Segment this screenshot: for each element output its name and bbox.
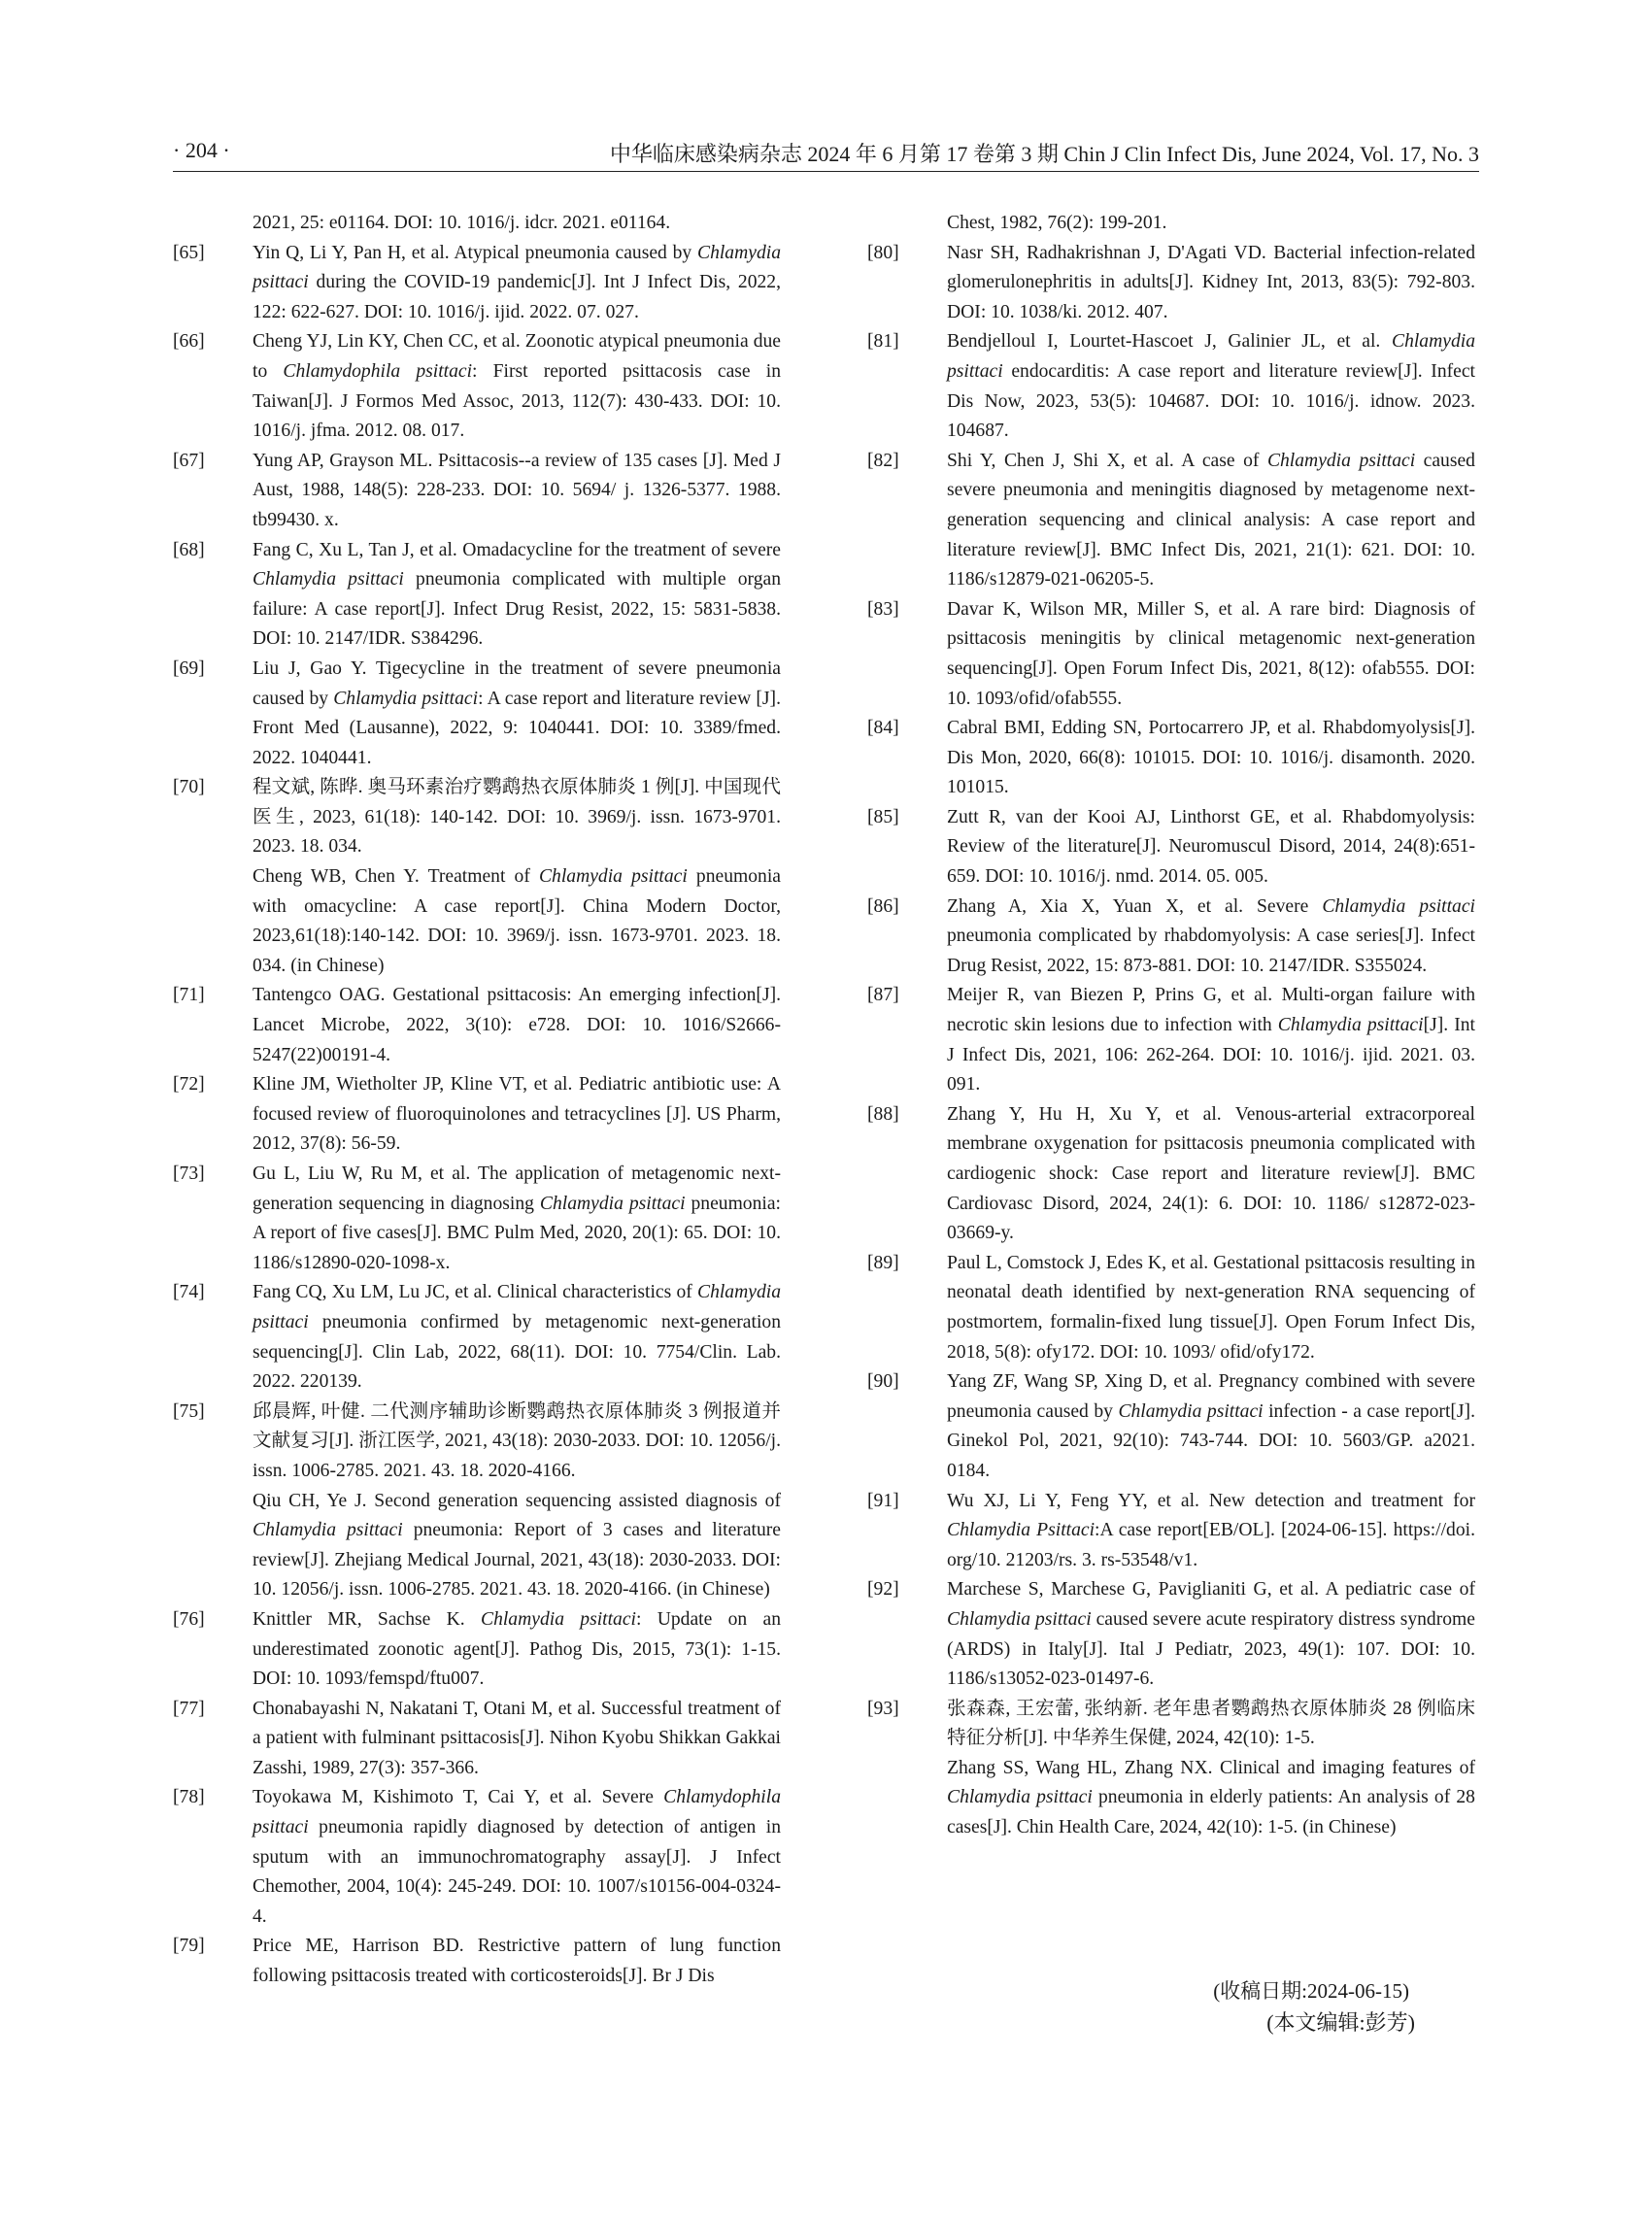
journal-citation: 中华临床感染病杂志 2024 年 6 月第 17 卷第 3 期 Chin J Clin Infect Dis, June 2024, Vol. 17, No. 3 [609, 142, 1479, 166]
reference-text: Yin Q, Li Y, Pan H, et al. Atypical pneumonia caused by Chlamydia psittaci during the COVID-19 pandemic[J]. Int J Infect Dis, 2022, 122: 622-627. DOI: 10. 1016/j. ijid. 2022. 07. 027. [253, 242, 781, 322]
reference-item [867, 1249, 1475, 1367]
reference-number: [68] [173, 539, 205, 560]
reference-text: Bendjelloul I, Lourtet-Hascoet J, Galinier JL, et al. Chlamydia psittaci endocarditis: A case report and literature review[J]. Infect Dis Now, 2023, 53(5): 104687. DOI: 10. 1016/j. idnow. 2023. 104687. [947, 331, 1475, 442]
reference-text: Cabral BMI, Edding SN, Portocarrero JP, et al. Rhabdomyolysis[J]. Dis Mon, 2020, 66(8): 101015. DOI: 10. 1016/j. disamonth. 2020. 101015. [947, 718, 1475, 798]
reference-item [173, 536, 781, 655]
reference-item [867, 803, 1475, 893]
reference-item [867, 981, 1475, 1099]
reference-text: Fang CQ, Xu LM, Lu JC, et al. Clinical characteristics of Chlamydia psittaci pneumonia confirmed by metagenomic next-generation sequencing[J]. Clin Lab, 2022, 68(11). DOI: 10. 7754/Clin. Lab. 2022. 220139. [253, 1282, 781, 1393]
reference-item [173, 773, 781, 862]
editor-note: (本文编辑:彭芳) [1266, 2010, 1415, 2035]
reference-text: Wu XJ, Li Y, Feng YY, et al. New detection and treatment for Chlamydia Psittaci:A case report[EB/OL]. [2024-06-15]. https://doi. org/10. 21203/rs. 3. rs-53548/v1. [947, 1490, 1475, 1570]
reference-text: Paul L, Comstock J, Edes K, et al. Gestational psittacosis resulting in neonatal death identified by next-generation RNA sequencing of postmortem, formalin-fixed lung tissue[J]. Open Forum Infect Dis, 2018, 5(8): ofy172. DOI: 10. 1093/ ofid/ofy172. [947, 1252, 1475, 1363]
reference-number: [88] [867, 1103, 899, 1125]
reference-item [173, 1783, 781, 1932]
reference-number: [85] [867, 806, 899, 827]
reference-number: [84] [867, 718, 899, 739]
reference-item [173, 1070, 781, 1160]
reference-item [173, 655, 781, 773]
reference-text: Meijer R, van Biezen P, Prins G, et al. Multi-organ failure with necrotic skin lesions due to infection with Chlamydia psittaci[J]. Int J Infect Dis, 2021, 106: 262-264. DOI: 10. 1016/j. ijid. 2021. 03. 091. [947, 985, 1475, 1096]
reference-text: Zhang A, Xia X, Yuan X, et al. Severe Chlamydia psittaci pneumonia complicated by rhabdomyolysis: A case series[J]. Infect Drug Resist, 2022, 15: 873-881. DOI: 10. 2147/IDR. S355024. [947, 895, 1475, 976]
reference-number: [77] [173, 1698, 205, 1719]
reference-item [173, 1160, 781, 1278]
reference-number: [75] [173, 1400, 205, 1422]
reference-number: [86] [867, 895, 899, 917]
reference-item [173, 981, 781, 1070]
reference-number: [91] [867, 1490, 899, 1511]
reference-item [173, 239, 781, 328]
reference-continuation: 2021, 25: e01164. DOI: 10. 1016/j. idcr. 2021. e01164. [253, 213, 671, 233]
reference-text: Nasr SH, Radhakrishnan J, D'Agati VD. Bacterial infection-related glomerulonephritis in adults[J]. Kidney Int, 2013, 83(5): 792-803. DOI: 10. 1038/ki. 2012. 407. [947, 242, 1475, 322]
reference-item [867, 1100, 1475, 1249]
reference-number: [87] [867, 985, 899, 1006]
reference-item [867, 239, 1475, 328]
reference-translation: Cheng WB, Chen Y. Treatment of Chlamydia psittaci pneumonia with omacycline: A case report[J]. China Modern Doctor, 2023,61(18):140-142. DOI: 10. 3969/j. issn. 1673-9701. 2023. 18. 034. (in Chinese) [253, 866, 781, 976]
reference-item [173, 1605, 781, 1695]
reference-text: 张森森, 王宏蕾, 张纳新. 老年患者鹦鹉热衣原体肺炎 28 例临床特征分析[J]. 中华养生保健, 2024, 42(10): 1-5. [947, 1698, 1475, 1749]
reference-number: [79] [173, 1936, 205, 1957]
reference-number: [65] [173, 242, 205, 263]
reference-item [867, 714, 1475, 803]
reference-translation: Zhang SS, Wang HL, Zhang NX. Clinical and imaging features of Chlamydia psittaci pneumonia in elderly patients: An analysis of 28 cases[J]. Chin Health Care, 2024, 42(10): 1-5. (in Chinese) [947, 1757, 1475, 1838]
reference-number: [74] [173, 1282, 205, 1303]
reference-item [867, 1575, 1475, 1694]
reference-text: Chonabayashi N, Nakatani T, Otani M, et al. Successful treatment of a patient with fulminant psittacosis[J]. Nihon Kyobu Shikkan Gakkai Zasshi, 1989, 27(3): 357-366. [253, 1698, 781, 1778]
reference-number: [78] [173, 1787, 205, 1808]
reference-text: Gu L, Liu W, Ru M, et al. The application of metagenomic next-generation sequencing in diagnosing Chlamydia psittaci pneumonia: A report of five cases[J]. BMC Pulm Med, 2020, 20(1): 65. DOI: 10. 1186/s12890-020-1098-x. [253, 1163, 781, 1273]
reference-item [173, 327, 781, 446]
reference-number: [93] [867, 1698, 899, 1719]
reference-item [867, 595, 1475, 714]
right-reference-column [867, 209, 1475, 1843]
reference-item [867, 1487, 1475, 1576]
reference-text: Knittler MR, Sachse K. Chlamydia psittaci: Update on an underestimated zoonotic agent[J]. Pathog Dis, 2015, 73(1): 1-15. DOI: 10. 1093/femspd/ftu007. [253, 1608, 781, 1690]
reference-item [173, 1398, 781, 1487]
reference-number: [71] [173, 985, 205, 1006]
reference-text: Zhang Y, Hu H, Xu Y, et al. Venous-arterial extracorporeal membrane oxygenation for psittacosis pneumonia complicated with cardiogenic shock: Case report and literature review[J]. BMC Cardiovasc Disord, 2024, 24(1): 6. DOI: 10. 1186/ s12872-023-03669-y. [947, 1103, 1475, 1244]
reference-number: [69] [173, 657, 205, 679]
reference-number: [76] [173, 1608, 205, 1630]
reference-number: [67] [173, 450, 205, 471]
reference-text: Yang ZF, Wang SP, Xing D, et al. Pregnancy combined with severe pneumonia caused by Chlamydia psittaci infection - a case report[J]. Ginekol Pol, 2021, 92(10): 743-744. DOI: 10. 5603/GP. a2021. 0184. [947, 1371, 1475, 1481]
reference-text: Marchese S, Marchese G, Paviglianiti G, et al. A pediatric case of Chlamydia psittaci caused severe acute respiratory distress syndrome (ARDS) in Italy[J]. Ital J Pediatr, 2023, 49(1): 107. DOI: 10. 1186/s13052-023-01497-6. [947, 1579, 1475, 1690]
reference-number: [72] [173, 1074, 205, 1096]
reference-text: 邱晨辉, 叶健. 二代测序辅助诊断鹦鹉热衣原体肺炎 3 例报道并文献复习[J]. 浙江医学, 2021, 43(18): 2030-2033. DOI: 10. 12056/j. issn. 1006-2785. 2021. 43. 18. 2020-4166. [253, 1400, 781, 1481]
received-date: (收稿日期:2024-06-15) [1213, 1979, 1409, 2003]
reference-number: [80] [867, 242, 899, 263]
reference-number: [82] [867, 450, 899, 471]
reference-text: Price ME, Harrison BD. Restrictive pattern of lung function following psittacosis treated with corticosteroids[J]. Br J Dis [253, 1936, 781, 1987]
running-header [173, 138, 1479, 172]
reference-text: Cheng YJ, Lin KY, Chen CC, et al. Zoonotic atypical pneumonia due to Chlamydophila psittaci: First reported psittacosis case in Taiwan[J]. J Formos Med Assoc, 2013, 112(7): 430-433. DOI: 10. 1016/j. jfma. 2012. 08. 017. [253, 331, 781, 442]
reference-text: 程文斌, 陈晔. 奥马环素治疗鹦鹉热衣原体肺炎 1 例[J]. 中国现代医生, 2023, 61(18): 140-142. DOI: 10. 3969/j. issn. 1673-9701. 2023. 18. 034. [253, 777, 781, 858]
reference-continuation: Chest, 1982, 76(2): 199-201. [947, 213, 1167, 233]
reference-text: Davar K, Wilson MR, Miller S, et al. A rare bird: Diagnosis of psittacosis meningitis by clinical metagenomic next-generation sequencing[J]. Open Forum Infect Dis, 2021, 8(12): ofab555. DOI: 10. 1093/ofid/ofab555. [947, 598, 1475, 709]
reference-item [867, 1695, 1475, 1754]
reference-text: Fang C, Xu L, Tan J, et al. Omadacycline for the treatment of severe Chlamydia psittaci pneumonia complicated with multiple organ failure: A case report[J]. Infect Drug Resist, 2022, 15: 5831-5838. DOI: 10. 2147/IDR. S384296. [253, 539, 781, 650]
reference-text: Yung AP, Grayson ML. Psittacosis--a review of 135 cases [J]. Med J Aust, 1988, 148(5): 228-233. DOI: 10. 5694/ j. 1326-5377. 1988. tb99430. x. [253, 450, 781, 530]
reference-translation: Qiu CH, Ye J. Second generation sequencing assisted diagnosis of Chlamydia psittaci pneumonia: Report of 3 cases and literature review[J]. Zhejiang Medical Journal, 2021, 43(18): 2030-2033. DOI: 10. 12056/j. issn. 1006-2785. 2021. 43. 18. 2020-4166. (in Chinese) [253, 1490, 781, 1601]
reference-item [173, 1695, 781, 1784]
reference-text: Liu J, Gao Y. Tigecycline in the treatment of severe pneumonia caused by Chlamydia psittaci: A case report and literature review [J]. Front Med (Lausanne), 2022, 9: 1040441. DOI: 10. 3389/fmed. 2022. 1040441. [253, 657, 781, 768]
reference-text: Zutt R, van der Kooi AJ, Linthorst GE, et al. Rhabdomyolysis: Review of the literature[J]. Neuromuscul Disord, 2014, 24(8):651-659. DOI: 10. 1016/j. nmd. 2014. 05. 005. [947, 806, 1475, 888]
reference-number: [66] [173, 331, 205, 353]
reference-text: Kline JM, Wietholter JP, Kline VT, et al. Pediatric antibiotic use: A focused review of fluoroquinolones and tetracyclines [J]. US Pharm, 2012, 37(8): 56-59. [253, 1074, 781, 1155]
reference-number: [83] [867, 598, 899, 620]
left-reference-column [173, 209, 781, 1992]
reference-number: [81] [867, 331, 899, 353]
reference-item [173, 1278, 781, 1397]
reference-item [867, 447, 1475, 595]
reference-text: Toyokawa M, Kishimoto T, Cai Y, et al. Severe Chlamydophila psittaci pneumonia rapidly diagnosed by detection of antigen in sputum with an immunochromatography assay[J]. J Infect Chemother, 2004, 10(4): 245-249. DOI: 10. 1007/s10156-004-0324-4. [253, 1787, 781, 1927]
reference-item [173, 1932, 781, 1991]
reference-text: Tantengco OAG. Gestational psittacosis: An emerging infection[J]. Lancet Microbe, 2022, 3(10): e728. DOI: 10. 1016/S2666-5247(22)00191-4. [253, 985, 781, 1065]
reference-number: [70] [173, 777, 205, 798]
reference-text: Shi Y, Chen J, Shi X, et al. A case of Chlamydia psittaci caused severe pneumonia and meningitis diagnosed by metagenome next-generation sequencing and clinical analysis: A case report and literature review[J]. BMC Infect Dis, 2021, 21(1): 621. DOI: 10. 1186/s12879-021-06205-5. [947, 450, 1475, 590]
page-number: · 204 · [173, 138, 230, 162]
reference-number: [90] [867, 1371, 899, 1393]
reference-item [867, 327, 1475, 446]
reference-item [173, 447, 781, 536]
reference-item [867, 1367, 1475, 1486]
reference-item [867, 893, 1475, 982]
reference-number: [92] [867, 1579, 899, 1601]
reference-number: [89] [867, 1252, 899, 1273]
reference-number: [73] [173, 1163, 205, 1184]
